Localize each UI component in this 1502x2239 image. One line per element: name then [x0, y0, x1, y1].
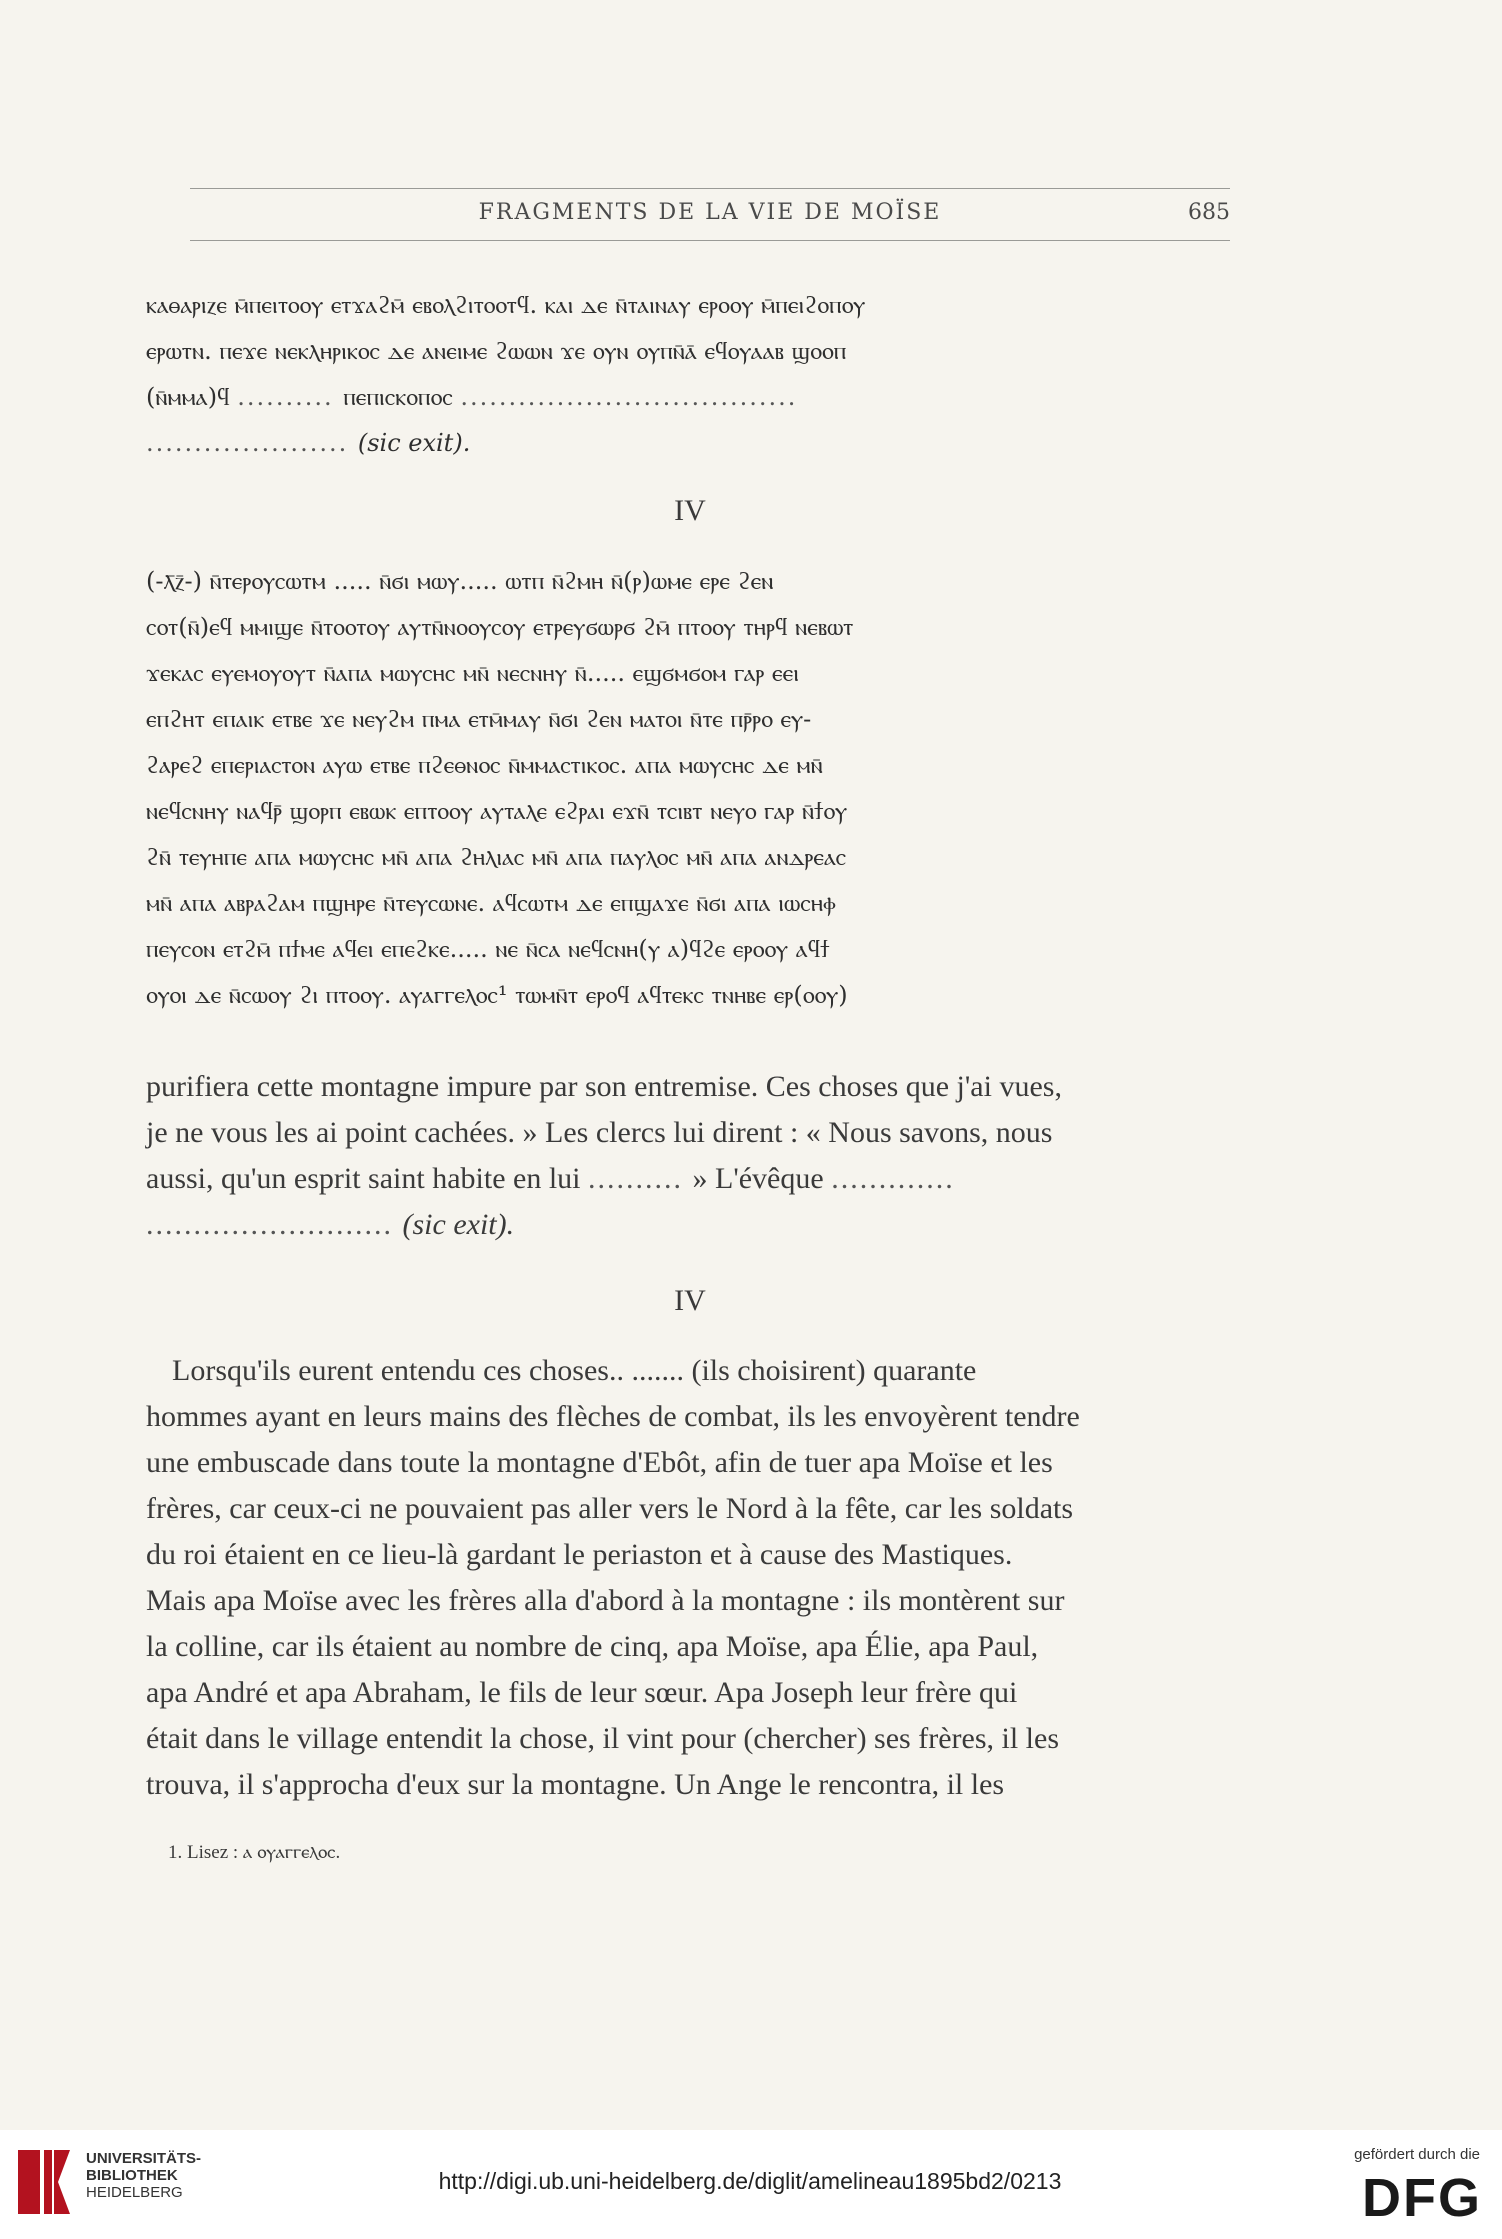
- french-text: » L'évêque: [692, 1162, 824, 1195]
- french-line: hommes ayant en leurs mains des flèches de combat, ils les envoyèrent tendre: [146, 1400, 1080, 1433]
- french-line: je ne vous les ai point cachées. » Les clercs lui dirent : « Nous savons, nous: [146, 1116, 1053, 1149]
- french-main-passage: [146, 1348, 1234, 1808]
- french-line: purifiera cette montagne impure par son entremise. Ces choses que j'ai vues,: [146, 1070, 1062, 1103]
- header-rule-bottom: [190, 240, 1230, 241]
- coptic-line: ϫⲉⲕⲁⲥ ⲉⲩⲉⲙⲟⲩⲟⲩⲧ ⲛ̄ⲁⲡⲁ ⲙⲱⲩⲥⲏⲥ ⲙⲛ̄ ⲛⲉⲥⲛⲏⲩ ⲛ̄..... ⲉϣϭⲙϭⲟⲙ ⲅⲁⲣ ⲉⲉⲓ: [146, 659, 800, 687]
- french-line: frères, car ceux-ci ne pouvaient pas aller vers le Nord à la fête, car les soldats: [146, 1492, 1074, 1525]
- coptic-line: ⲥⲟⲧ(ⲛ̄)ⲉϥ ⲙⲙⲓϣⲉ ⲛ̄ⲧⲟⲟⲧⲟⲩ ⲁⲩⲧⲛ̄ⲛⲟⲟⲩⲥⲟⲩ ⲉⲧⲣⲉⲩϭⲱⲣϭ ϩⲙ̄ ⲡⲧⲟⲟⲩ ⲧⲏⲣϥ ⲛⲉⲃⲱⲧ: [146, 613, 854, 641]
- coptic-main-passage: [146, 558, 1234, 1018]
- funding-caption: gefördert durch die: [1354, 2146, 1480, 2163]
- french-text: aussi, qu'un esprit saint habite en lui: [146, 1162, 581, 1195]
- french-line: [146, 1202, 1234, 1248]
- coptic-line: [146, 420, 1234, 466]
- header-rule-top: [190, 188, 1230, 189]
- french-line: [146, 1156, 1234, 1202]
- ellipsis: ..........................: [146, 1208, 403, 1241]
- ellipsis: ..........: [237, 383, 344, 411]
- ellipsis: ...................................: [460, 383, 798, 411]
- french-line: était dans le village entendit la chose, il vint pour (chercher) ses frères, il les: [146, 1722, 1059, 1755]
- coptic-line: ϩⲁⲣⲉϩ ⲉⲡⲉⲣⲓⲁⲥⲧⲟⲛ ⲁⲩⲱ ⲉⲧⲃⲉ ⲡϩⲉⲑⲛⲟⲥ ⲛ̄ⲙⲙⲁⲥⲧⲓⲕⲟⲥ. ⲁⲡⲁ ⲙⲱⲩⲥⲏⲥ ⲇⲉ ⲙⲛ̄: [146, 751, 823, 779]
- french-line: apa André et apa Abraham, le fils de leur sœur. Apa Joseph leur frère qui: [146, 1676, 1018, 1709]
- coptic-text: ⲡⲉⲡⲓⲥⲕⲟⲡⲟⲥ: [343, 383, 453, 411]
- university-library-name: UNIVERSITÄTS- BIBLIOTHEK HEIDELBERG: [86, 2150, 202, 2201]
- french-line: Mais apa Moïse avec les frères alla d'abord à la montagne : ils montèrent sur: [146, 1584, 1065, 1617]
- french-line: du roi étaient en ce lieu-là gardant le periaston et à cause des Mastiques.: [146, 1538, 1013, 1571]
- french-top-fragment: [146, 1064, 1234, 1248]
- footnote: [168, 1842, 340, 1864]
- coptic-top-fragment: [146, 282, 1234, 466]
- sic-exit: (sic exit).: [357, 429, 471, 457]
- coptic-line: ⲛⲉϥⲥⲛⲏⲩ ⲛⲁϥⲣ̄ ϣⲟⲣⲡ ⲉⲃⲱⲕ ⲉⲡⲧⲟⲟⲩ ⲁⲩⲧⲁⲗⲉ ⲉϩⲣⲁⲓ ⲉϫⲛ̄ ⲧⲥⲓⲃⲧ ⲛⲉⲩⲟ ⲅⲁⲣ ⲛ̄ϯⲟⲩ: [146, 797, 848, 825]
- section-heading-coptic: IV: [674, 494, 706, 527]
- coptic-line: ⲉⲣⲱⲧⲛ. ⲡⲉϫⲉ ⲛⲉⲕⲗⲏⲣⲓⲕⲟⲥ ⲇⲉ ⲁⲛⲉⲓⲙⲉ ϩⲱⲱⲛ ϫⲉ ⲟⲩⲛ ⲟⲩⲡⲛ̄ⲁ̄ ⲉϥⲟⲩⲁⲁⲃ ϣⲟⲟⲡ: [146, 337, 847, 365]
- permalink-url[interactable]: http://digi.ub.uni-heidelberg.de/diglit/amelineau1895bd2/0213: [438, 2168, 1062, 2194]
- coptic-line: ⲙⲛ̄ ⲁⲡⲁ ⲁⲃⲣⲁϩⲁⲙ ⲡϣⲏⲣⲉ ⲛ̄ⲧⲉⲩⲥⲱⲛⲉ. ⲁϥⲥⲱⲧⲙ ⲇⲉ ⲉⲡϣⲁϫⲉ ⲛ̄ϭⲓ ⲁⲡⲁ ⲓⲱⲥⲏⲫ: [146, 889, 836, 917]
- coptic-line: ⲟⲩⲟⲓ ⲇⲉ ⲛ̄ⲥⲱⲟⲩ ϩⲓ ⲡⲧⲟⲟⲩ. ⲁⲩⲁⲅⲅⲉⲗⲟⲥ¹ ⲧⲱⲙⲛ̄ⲧ ⲉⲣⲟϥ ⲁϥⲧⲉⲕⲥ ⲧⲛⲏⲃⲉ ⲉⲣ(ⲟⲟⲩ): [146, 981, 848, 1009]
- french-line: trouva, il s'approcha d'eux sur la montagne. Un Ange le rencontra, il les: [146, 1768, 1005, 1801]
- sic-exit: (sic exit).: [402, 1208, 515, 1241]
- page-number: 685: [1188, 200, 1230, 225]
- coptic-line: ⲕⲁⲑⲁⲣⲓⲍⲉ ⲙ̄ⲡⲉⲓⲧⲟⲟⲩ ⲉⲧϫⲁϩⲙ̄ ⲉⲃⲟⲗϩⲓⲧⲟⲟⲧϥ. ⲕⲁⲓ ⲇⲉ ⲛ̄ⲧⲁⲓⲛⲁⲩ ⲉⲣⲟⲟⲩ ⲙ̄ⲡⲉⲓϩⲟⲡⲟⲩ: [146, 291, 866, 319]
- coptic-line: [146, 374, 1234, 420]
- coptic-line: ⲡⲉⲩⲥⲟⲛ ⲉⲧϩⲙ̄ ⲡϯⲙⲉ ⲁϥⲉⲓ ⲉⲡⲉϩⲕⲉ..... ⲛⲉ ⲛ̄ⲥⲁ ⲛⲉϥⲥⲛⲏ(ⲩ ⲁ)ϥϩⲉ ⲉⲣⲟⲟⲩ ⲁϥϯ: [146, 935, 830, 963]
- ellipsis: .............: [831, 1162, 955, 1195]
- coptic-text: (ⲛ̄ⲙⲙⲁ)ϥ: [146, 383, 230, 411]
- ellipsis: ..........: [588, 1162, 693, 1195]
- coptic-line: ϩⲛ̄ ⲧⲉⲩⲏⲡⲉ ⲁⲡⲁ ⲙⲱⲩⲥⲏⲥ ⲙⲛ̄ ⲁⲡⲁ ϩⲏⲗⲓⲁⲥ ⲙⲛ̄ ⲁⲡⲁ ⲡⲁⲩⲗⲟⲥ ⲙⲛ̄ ⲁⲡⲁ ⲁⲛⲇⲣⲉⲁⲥ: [146, 843, 847, 871]
- coptic-line: (-ⲗ̄ⲍ̄-) ⲛ̄ⲧⲉⲣⲟⲩⲥⲱⲧⲙ ..... ⲛ̄ϭⲓ ⲙⲱⲩ..... ⲱⲧⲡ ⲛ̄ϩⲙⲏ ⲛ̄(ⲣ)ⲱⲙⲉ ⲉⲣⲉ ϩⲉⲛ: [146, 567, 774, 595]
- coptic-line: ⲉⲡϩⲏⲧ ⲉⲡⲁⲓⲕ ⲉⲧⲃⲉ ϫⲉ ⲛⲉⲩϩⲙ ⲡⲙⲁ ⲉⲧⲙ̄ⲙⲁⲩ ⲛ̄ϭⲓ ϩⲉⲛ ⲙⲁⲧⲟⲓ ⲛ̄ⲧⲉ ⲡⲣ̄ⲣⲟ ⲉⲩ-: [146, 705, 812, 733]
- ellipsis: .....................: [146, 429, 358, 457]
- university-library-logo-icon: [14, 2146, 74, 2218]
- viewer-footer: [0, 2130, 1502, 2239]
- footnote-number: 1.: [168, 1842, 183, 1863]
- section-heading-french: IV: [674, 1284, 706, 1317]
- footnote-text: Lisez : ⲁ ⲟⲩⲁⲅⲅⲉⲗⲟⲥ.: [187, 1842, 341, 1863]
- french-line: Lorsqu'ils eurent entendu ces choses.. ....... (ils choisirent) quarante: [172, 1354, 977, 1387]
- dfg-logo: DFG: [1362, 2168, 1482, 2228]
- french-line: la colline, car ils étaient au nombre de cinq, apa Moïse, apa Élie, apa Paul,: [146, 1630, 1039, 1663]
- french-line: une embuscade dans toute la montagne d'Ebôt, afin de tuer apa Moïse et les: [146, 1446, 1053, 1479]
- running-title: FRAGMENTS DE LA VIE DE MOÏSE: [478, 200, 942, 225]
